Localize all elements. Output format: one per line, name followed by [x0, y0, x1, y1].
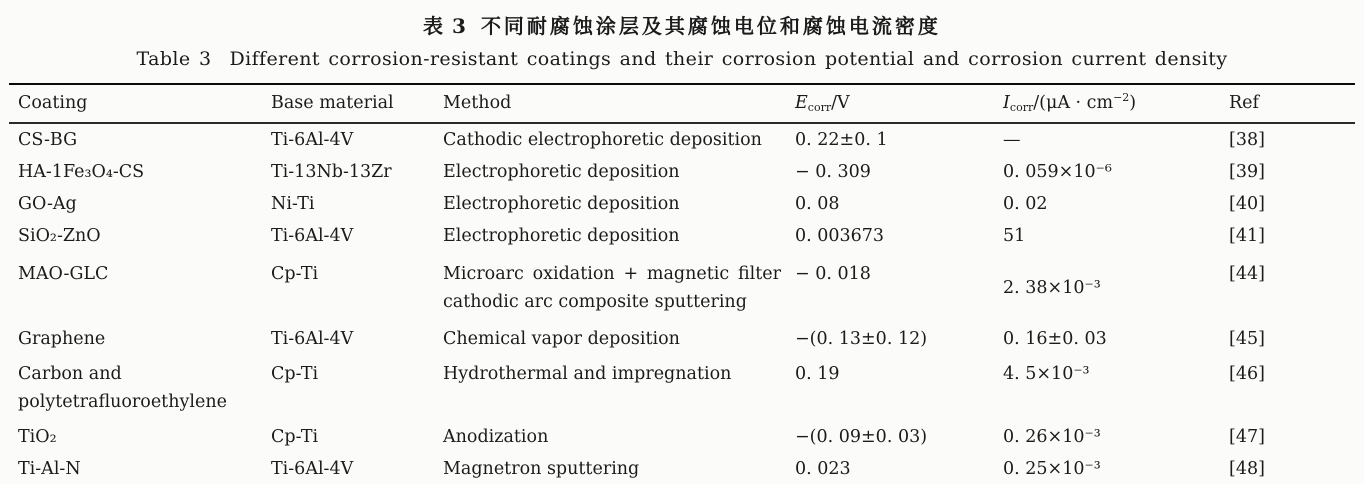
cell-base-material: Ti-6Al-4V [271, 226, 354, 246]
icorr-unit-exponent: −2 [1113, 91, 1130, 104]
cell-coating: HA-1Fe₃O₄-CS [18, 162, 145, 182]
cell-method: Anodization [443, 427, 549, 447]
cell-ecorr: − 0. 018 [795, 264, 871, 284]
col-header-icorr [1003, 84, 1229, 123]
cell-ref: [39] [1229, 162, 1265, 182]
cell-ref: [44] [1229, 264, 1265, 284]
cell-coating: MAO-GLC [18, 264, 109, 284]
cell-icorr: 0. 16±0. 03 [1003, 329, 1107, 349]
cell-method: Cathodic electrophoretic deposition [443, 130, 762, 150]
cell-ref: [38] [1229, 130, 1265, 150]
cell-method: Chemical vapor deposition [443, 329, 680, 349]
table-number-zh: 表 3 [423, 14, 467, 38]
cell-method: Electrophoretic deposition [443, 194, 680, 214]
table-title-zh [9, 10, 1355, 39]
cell-coating: SiO₂-ZnO [18, 226, 101, 246]
cell-coating: TiO₂ [18, 427, 57, 447]
cell-base-material: Ni-Ti [271, 194, 315, 214]
table-row-carbon-ptfe [9, 355, 1355, 421]
col-header-ecorr [795, 84, 1003, 123]
table-row-tio2 [9, 421, 1355, 453]
cell-base-material: Ti-6Al-4V [271, 130, 354, 150]
ecorr-symbol: E [795, 93, 808, 113]
icorr-unit-pre: /(μA · cm [1033, 93, 1114, 113]
cell-ecorr: 0. 08 [795, 194, 840, 214]
cell-icorr: — [1003, 130, 1021, 150]
table-row-sio2-zno [9, 220, 1355, 252]
cell-coating: Ti-Al-N [18, 459, 81, 479]
cell-method: Electrophoretic deposition [443, 226, 680, 246]
icorr-unit-post: ) [1129, 93, 1137, 113]
cell-ecorr: −(0. 09±0. 03) [795, 427, 928, 447]
cell-icorr: 0. 059×10⁻⁶ [1003, 162, 1112, 182]
cell-base-material: Ti-6Al-4V [271, 459, 354, 479]
cell-method: Microarc oxidation + magnetic filter cathodic arc composite sputtering [443, 264, 781, 312]
icorr-subscript: corr [1009, 101, 1034, 114]
cell-ecorr: 0. 023 [795, 459, 851, 479]
table-number-en: Table 3 [136, 48, 212, 70]
cell-icorr: 2. 38×10⁻³ [1003, 278, 1101, 298]
corrosion-coatings-table [9, 83, 1355, 484]
table-row-cs-bg [9, 123, 1355, 156]
cell-icorr: 51 [1003, 226, 1026, 246]
ecorr-subscript: corr [807, 101, 832, 114]
cell-method: Magnetron sputtering [443, 459, 640, 479]
cell-ref: [46] [1229, 364, 1265, 384]
cell-coating: Carbon and polytetrafluoroethylene [18, 364, 227, 412]
table-title-zh-text: 不同耐腐蚀涂层及其腐蚀电位和腐蚀电流密度 [480, 14, 941, 38]
cell-base-material: Cp-Ti [271, 264, 319, 284]
cell-ref: [48] [1229, 459, 1265, 479]
col-header-coating: Coating [18, 93, 88, 113]
cell-ecorr: 0. 19 [795, 364, 840, 384]
cell-icorr: 4. 5×10⁻³ [1003, 364, 1090, 384]
cell-base-material: Ti-13Nb-13Zr [271, 162, 392, 182]
cell-ref: [41] [1229, 226, 1265, 246]
ecorr-unit: /V [831, 93, 850, 113]
cell-icorr: 0. 26×10⁻³ [1003, 427, 1101, 447]
cell-method: Hydrothermal and impregnation [443, 364, 732, 384]
cell-ref: [45] [1229, 329, 1265, 349]
cell-ecorr: 0. 003673 [795, 226, 885, 246]
table-row-ti-al-n [9, 453, 1355, 484]
cell-icorr: 0. 02 [1003, 194, 1048, 214]
cell-icorr: 0. 25×10⁻³ [1003, 459, 1101, 479]
cell-coating: Graphene [18, 329, 106, 349]
cell-ref: [47] [1229, 427, 1265, 447]
cell-base-material: Cp-Ti [271, 427, 319, 447]
icorr-symbol: I [1003, 93, 1010, 113]
cell-ref: [40] [1229, 194, 1265, 214]
header-row [9, 84, 1355, 123]
table-row-ha-fe3o4-cs [9, 156, 1355, 188]
table-title-en [9, 48, 1355, 70]
table-title-en-text: Different corrosion-resistant coatings and their corrosion potential and corrosion current density [229, 48, 1228, 70]
cell-ecorr: − 0. 309 [795, 162, 871, 182]
cell-ecorr: −(0. 13±0. 12) [795, 329, 928, 349]
cell-base-material: Ti-6Al-4V [271, 329, 354, 349]
cell-base-material: Cp-Ti [271, 364, 319, 384]
table-row-graphene [9, 323, 1355, 355]
cell-coating: CS-BG [18, 130, 78, 150]
cell-ecorr: 0. 22±0. 1 [795, 130, 888, 150]
table-row-go-ag [9, 188, 1355, 220]
cell-coating: GO-Ag [18, 194, 77, 214]
cell-method: Electrophoretic deposition [443, 162, 680, 182]
col-header-method: Method [443, 93, 512, 113]
col-header-base-material: Base material [271, 93, 394, 113]
col-header-ref: Ref [1229, 93, 1260, 113]
table-row-mao-glc [9, 252, 1355, 323]
